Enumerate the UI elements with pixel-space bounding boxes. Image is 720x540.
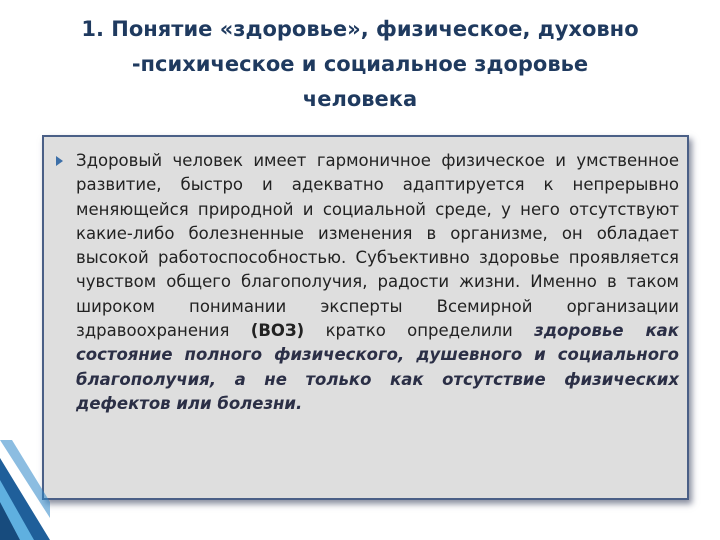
corner-stripes-decoration [0,440,50,540]
title-line-2: -психическое и социальное здоровье [131,52,589,76]
content-box [42,135,689,500]
slide-title [30,12,690,117]
title-line-1: 1. Понятие «здоровье», физическое, духовно [81,17,639,41]
title-line-3: человека [302,87,418,111]
who-abbreviation: (ВОЗ) [250,321,305,341]
body-paragraph [76,149,679,416]
triangle-bullet-icon [56,156,63,166]
body-text-part-2: кратко определили [304,321,535,341]
body-text-part-1: Здоровый человек имеет гармоничное физическое и умственное развитие, быстро и адекватно адаптируется к непрерывно меняющейся природной и социальной среде, у него отсутствуют какие-либо болезненные изменения в организме, он обладает высокой работоспособностью. Субъективно здоровье проявляется чувством общего благополучия, радости жизни. Именно в таком широком понимании эксперты Всемирной организации здравоохранения [76,151,679,341]
health-definition: здоровье как состояние полного физического, душевного и социального благополучия, а не только как отсутствие физических дефектов или болезни. [76,321,679,413]
